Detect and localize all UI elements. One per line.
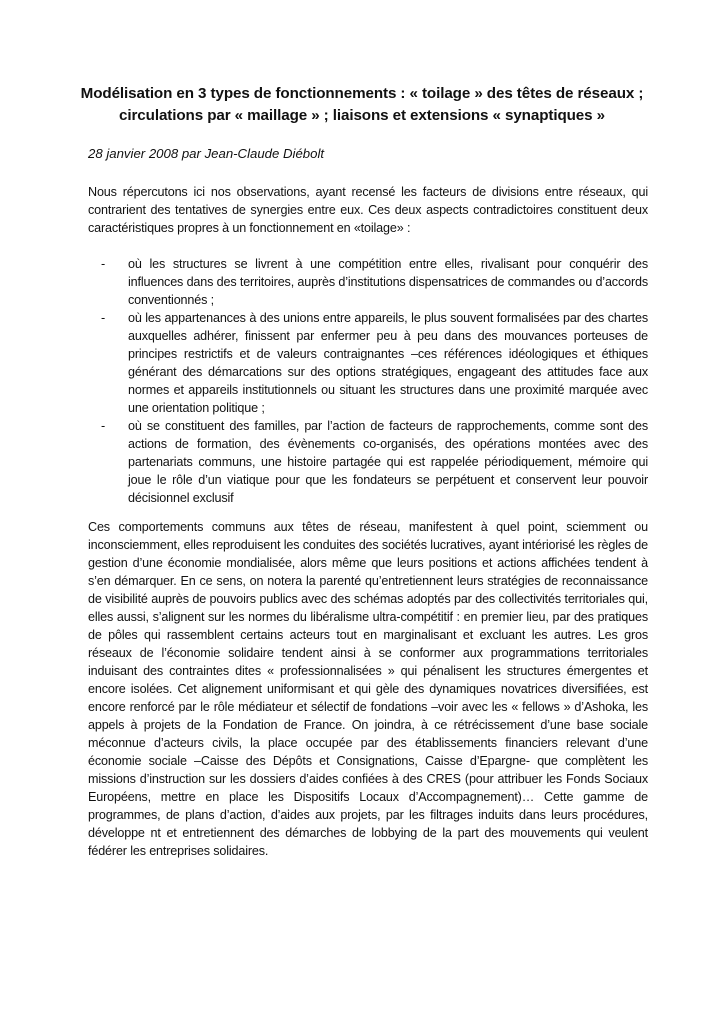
document-title: Modélisation en 3 types de fonctionnements : « toilage » des têtes de réseaux ; circulations par « maillage » ; liaisons et extensions « synaptiques » (80, 85, 644, 124)
document-byline: 28 janvier 2008 par Jean-Claude Diébolt (88, 146, 325, 161)
closing-paragraph: Ces comportements communs aux têtes de réseau, manifestent à quel point, sciemment ou inconsciemment, elles reproduisent les conduites des sociétés lucratives, ayant intériorisé les règles de gestion d’une économie mondialisée, alors même que leurs positions et actions affichées tendent à s’en démarquer. En ce sens, on notera la parenté qu’entretiennent leurs stratégies de reconnaissance de visibilité auprès de pouvoirs publics avec des schémas adoptés par des collectivités territoriales qui, elles aussi, s’alignent sur les normes du libéralisme ultra-compétitif : en premier lieu, par des pratiques de pôles qui rassemblent certains acteurs tout en marginalisant et excluant les autres. Les gros réseaux de l’économie solidaire tendent ainsi à se conformer aux programmations territoriales induisant des contraintes dites « professionnalisées » qui pénalisent les structures émergentes et encore isolées. Cet alignement uniformisant et qui gèle des dynamiques novatrices diversifiées, est encore renforcé par le rôle médiateur et sélectif de fondations –voir avec les « fellows » d’Ashoka, les appels à projets de la Fondation de France. On joindra, à ce rétrécissement d’une base sociale méconnue d’acteurs civils, la place occupée par des établissements financiers relevant d’une économie sociale –Caisse des Dépôts et Consignations, Caisse d’Epargne- que complètent les missions d’instruction sur les dossiers d’aides confiées à des CRES (pour attribuer les Fonds Sociaux Européens, mettre en place les Dispositifs Locaux d’Accompagnement)… Cette gamme de programmes, de plans d’action, d’aides aux projets, par les filtrages induits dans leurs procédures, développe nt et entretiennent des démarches de lobbying de la part des mouvements qui veulent fédérer les entreprises solidaires. (88, 520, 648, 858)
bullet-list (88, 255, 648, 507)
intro-paragraph: Nous répercutons ici nos observations, ayant recensé les facteurs de divisions entre réseaux, qui contrarient des tentatives de synergies entre eux. Ces deux aspects contradictoires constituent deux caractéristiques propres à un fonctionnement en «toilage» : (88, 185, 648, 235)
bullet-item (88, 417, 648, 507)
bullet-marker: - (101, 419, 106, 433)
bullet-marker: - (101, 311, 106, 325)
bullet-text: où les structures se livrent à une compétition entre elles, rivalisant pour conquérir des influences dans des territoires, auprès d’institutions dispensatrices de commandes ou d’accords conventionnés ; (128, 257, 648, 307)
bullet-item (88, 309, 648, 417)
bullet-item (88, 255, 648, 309)
bullet-text: où se constituent des familles, par l’action de facteurs de rapprochements, comme sont des actions de formation, des évènements co-organisés, des opérations montées avec des partenariats communs, une histoire partagée qui est rappelée périodiquement, mémoire qui joue le rôle d’un viatique pour que les fondateurs se perpétuent et conservent leur pouvoir décisionnel exclusif (128, 419, 648, 505)
bullet-marker: - (101, 257, 106, 271)
bullet-text: où les appartenances à des unions entre appareils, le plus souvent formalisées par des chartes auxquelles adhérer, finissent par enfermer peu à peu dans des mouvances porteuses de principes restrictifs et de valeurs contraignantes –ces références idéologiques et éthiques générant des démarcations sur des options stratégiques, engageant des attitudes face aux normes et appareils institutionnels ou situant les structures dans une proximité marquée avec une orientation politique ; (128, 311, 648, 415)
